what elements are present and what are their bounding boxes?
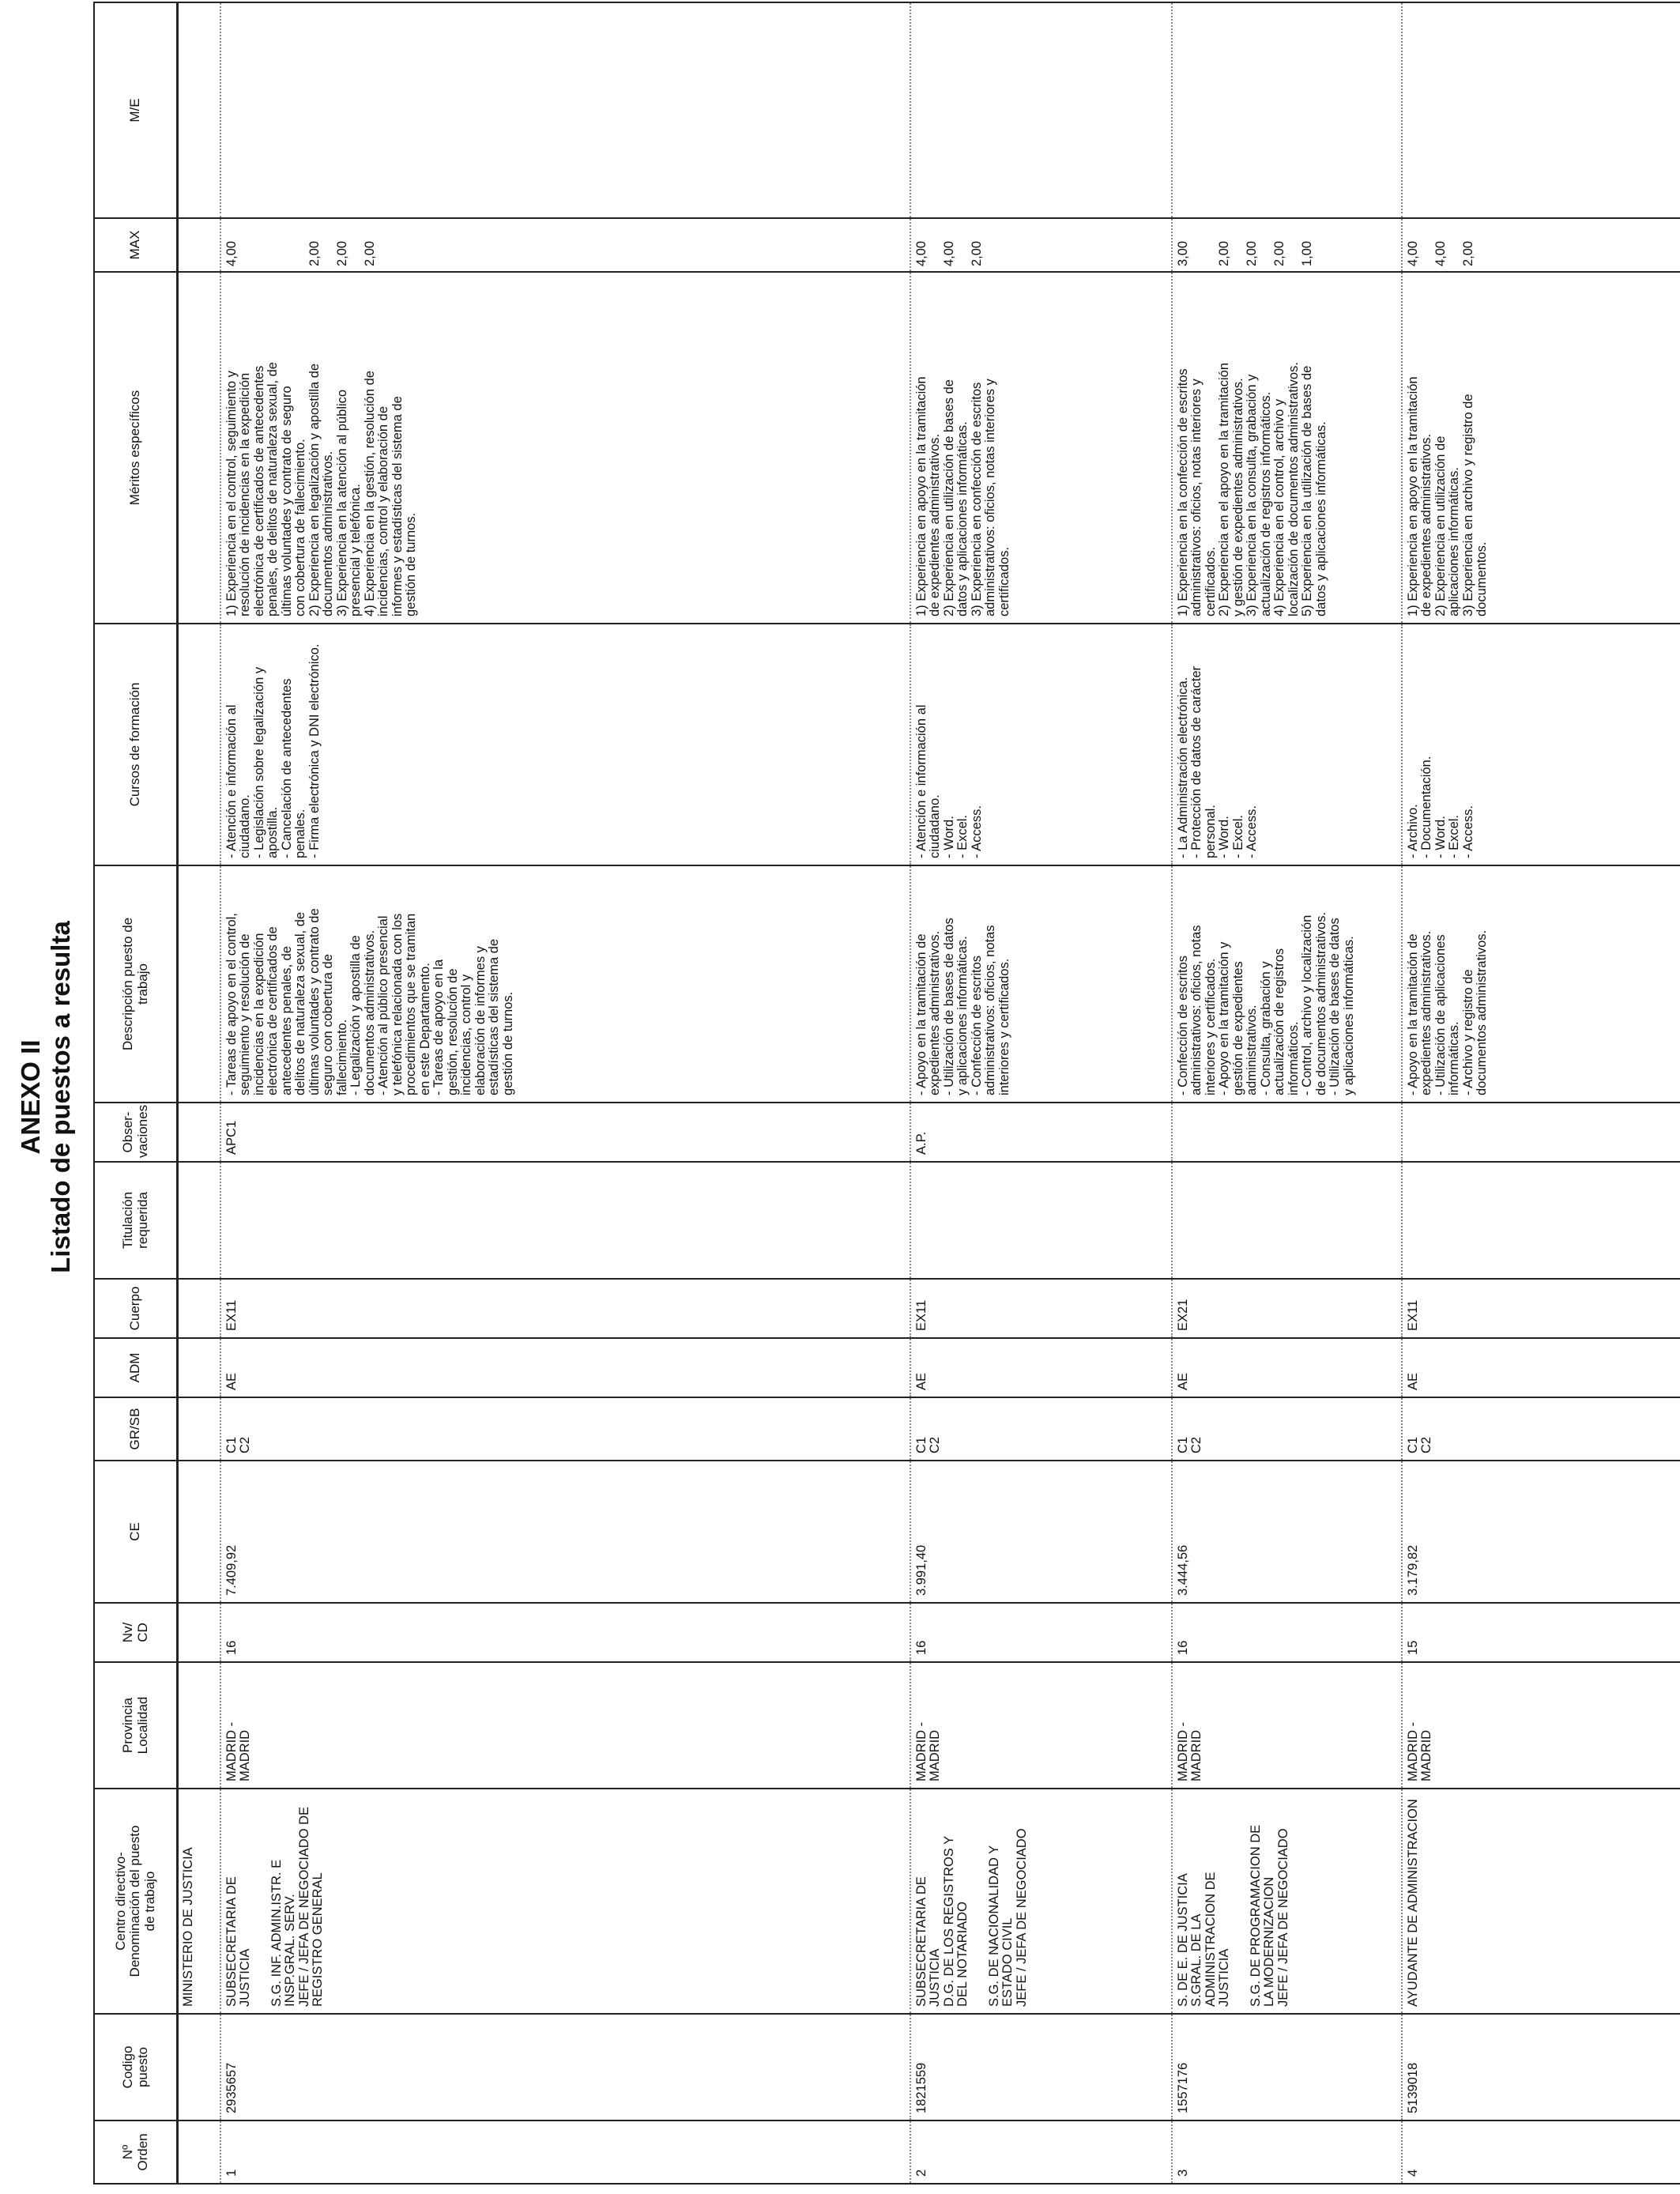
cell-observaciones — [1172, 1103, 1402, 1162]
max-value: 2,00 — [970, 240, 984, 266]
merito-item: 3) Experiencia en la atención al público presencial y telefónica. — [334, 389, 363, 616]
max-value: 2,00 — [1245, 240, 1259, 266]
centro-unit: S.G. DE NACIONALIDAD Y ESTADO CIVIL — [986, 1845, 1015, 2007]
cell-max — [1172, 218, 1402, 272]
cell-codigo: 2935657 — [220, 2014, 910, 2120]
header-centro: Centro directivo- Denominación del puesto de trabajo — [94, 1789, 178, 2014]
merito-item: 4) Experiencia en la gestión, resolución de incidencias, control y elaboración de informes y estadísticas del sistema de gestión de turnos. — [362, 371, 419, 616]
cell-cursos: - Atención e información al ciudadano. - Word. - Excel. - Access. — [910, 624, 1172, 865]
cell-meritos — [1402, 272, 1680, 624]
cell-orden: 2 — [910, 2120, 1172, 2184]
merito-item: 3) Experiencia en confección de escritos administrativos: oficios, notas interiores y certificados. — [969, 379, 1011, 616]
cell-nivel: 16 — [910, 1603, 1172, 1662]
cell-adm: AE — [220, 1338, 910, 1397]
cell-observaciones: APC1 — [220, 1103, 910, 1162]
cell-max — [220, 218, 910, 272]
header-orden: Nº Orden — [94, 2120, 178, 2184]
puesto-name: JEFE / JEFA DE NEGOCIADO — [1275, 1828, 1290, 2007]
table-row — [910, 2, 1172, 2184]
cell-grupo: C1 C2 — [220, 1397, 910, 1461]
max-value: 4,00 — [914, 240, 929, 266]
cell-me — [910, 2, 1172, 218]
cell-adm: AE — [910, 1338, 1172, 1397]
cell-cuerpo: EX21 — [1172, 1279, 1402, 1338]
header-row — [94, 2, 178, 2184]
max-value: 4,00 — [1406, 240, 1420, 266]
positions-table — [93, 2, 1680, 2185]
merito-item: 2) Experiencia en utilización de bases de datos y aplicaciones informáticas. — [941, 379, 970, 616]
max-value: 3,00 — [1176, 240, 1190, 266]
cell-centro — [1402, 1789, 1680, 2014]
header-adm: ADM — [94, 1338, 178, 1397]
cell-codigo: 5139018 — [1402, 2014, 1680, 2120]
cell-provincia: MADRID - MADRID — [1172, 1662, 1402, 1789]
cell-orden: 4 — [1402, 2120, 1680, 2184]
cell-me — [1172, 2, 1402, 218]
max-value: 4,00 — [942, 240, 956, 266]
cell-max — [1402, 218, 1680, 272]
cell-nivel: 16 — [1172, 1603, 1402, 1662]
cell-provincia: MADRID - MADRID — [220, 1662, 910, 1789]
cell-adm: AE — [1402, 1338, 1680, 1397]
centro-unit: S. DE E. DE JUSTICIA S.GRAL. DE LA ADMINISTRACION DE JUSTICIA — [1176, 1872, 1232, 2007]
document-subtitle: Listado de puestos a resulta — [46, 921, 75, 1273]
cell-orden: 1 — [220, 2120, 910, 2184]
merito-item: 3) Experiencia en la consulta, grabación y actualización de registros informáticos. — [1245, 374, 1273, 616]
cell-titulacion — [220, 1162, 910, 1279]
max-value: 4,00 — [224, 240, 239, 266]
cell-provincia: MADRID - MADRID — [910, 1662, 1172, 1789]
header-cursos: Cursos de formación — [94, 624, 178, 865]
cell-cursos: - Atención e información al ciudadano. - Legislación sobre legalización y apostilla. - Cancelación de antecedentes penales. - Firma electrónica y DNI electrónico. — [220, 624, 910, 865]
cell-grupo: C1 C2 — [1172, 1397, 1402, 1461]
cell-cuerpo: EX11 — [910, 1279, 1172, 1338]
cell-cursos: - La Administración electrónica. - Protección de datos de carácter personal. - Word. - Excel. - Access. — [1172, 624, 1402, 865]
centro-unit: SUBSECRETARIA DE JUSTICIA D.G. DE LOS REGISTROS Y DEL NOTARIADO — [914, 1835, 970, 2007]
ministry-row — [178, 2, 221, 2184]
header-cuerpo: Cuerpo — [94, 1279, 178, 1338]
cell-codigo: 1557176 — [1172, 2014, 1402, 2120]
cell-max — [910, 218, 1172, 272]
cell-nivel: 15 — [1402, 1603, 1680, 1662]
document-title: ANEXO II — [16, 1039, 45, 1155]
cell-descripcion: - Tareas de apoyo en el control, seguimiento y resolución de incidencias en la expedición electrónica de certificados de antecedentes penales, de delitos de naturaleza sexual, de últimas voluntades y contrato de seguro con cobertura de fallecimiento. - Legalización y apostilla de documentos administrativos. - Atención al público presencial y telefónica relacionada con los procedimientos que se tramitan en este Departamento. - Tareas de apoyo en la gestión, resolución de incidencias, control y elaboración de informes y estadísticas del sistema de gestión de turnos. — [220, 865, 910, 1103]
cell-nivel: 16 — [220, 1603, 910, 1662]
cell-observaciones — [1402, 1103, 1680, 1162]
cell-ce: 3.444,56 — [1172, 1461, 1402, 1603]
cell-centro — [1172, 1789, 1402, 2014]
cell-ce: 3.991,40 — [910, 1461, 1172, 1603]
max-value: 2,00 — [1217, 240, 1231, 266]
merito-item: 2) Experiencia en utilización de aplicaciones informáticas. — [1433, 435, 1462, 616]
cell-me — [1402, 2, 1680, 218]
cell-ce: 7.409,92 — [220, 1461, 910, 1603]
header-titulacion: Titulación requerida — [94, 1162, 178, 1279]
header-nivel: Nv/ CD — [94, 1603, 178, 1662]
centro-unit: SUBSECRETARIA DE JUSTICIA — [224, 1876, 253, 2007]
header-codigo: Codigo puesto — [94, 2014, 178, 2120]
merito-item: 1) Experiencia en la confección de escritos administrativos: oficios, notas interiores y certificados. — [1176, 368, 1218, 616]
puesto-name: AYUDANTE DE ADMINISTRACION — [1406, 1799, 1420, 2007]
cell-ce: 3.179,82 — [1402, 1461, 1680, 1603]
cell-titulacion — [910, 1162, 1172, 1279]
merito-item: 1) Experiencia en apoyo en la tramitación de expedientes administrativos. — [1406, 376, 1434, 616]
cell-meritos — [1172, 272, 1402, 624]
cell-orden: 3 — [1172, 2120, 1402, 2184]
cell-descripcion: - Apoyo en la tramitación de expedientes administrativos. - Utilización de aplicaciones informáticas. - Archivo y registro de documentos administrativos. — [1402, 865, 1680, 1103]
max-value: 2,00 — [1461, 240, 1475, 266]
cell-centro — [910, 1789, 1172, 2014]
cell-cuerpo: EX11 — [220, 1279, 910, 1338]
header-meritos: Méritos específicos — [94, 272, 178, 624]
cell-cursos: - Archivo. - Documentación. - Word. - Excel. - Access. — [1402, 624, 1680, 865]
cell-provincia: MADRID - MADRID — [1402, 1662, 1680, 1789]
cell-grupo: C1 C2 — [1402, 1397, 1680, 1461]
cell-cuerpo: EX11 — [1402, 1279, 1680, 1338]
merito-item: 5) Experiencia en la utilización de bases de datos y aplicaciones informáticas. — [1300, 365, 1328, 616]
max-value: 2,00 — [335, 240, 349, 266]
puesto-name: JEFE / JEFA DE NEGOCIADO DE REGISTRO GENERAL — [296, 1806, 326, 2007]
table-row — [220, 2, 910, 2184]
header-grupo: GR/SB — [94, 1397, 178, 1461]
max-value: 1,00 — [1300, 240, 1314, 266]
cell-meritos — [910, 272, 1172, 624]
cell-observaciones: A.P. — [910, 1103, 1172, 1162]
cell-titulacion — [1402, 1162, 1680, 1279]
table-row — [1402, 2, 1680, 2184]
cell-descripcion: - Confección de escritos administrativos: oficios, notas interiores y certificados. - Apoyo en la tramitación y gestión de expedientes administrativos. - Consulta, grabación y actualización de registros informáticos. - Control, archivo y localización de documentos administrativos. - Utilización de bases de datos y aplicaciones informáticas. — [1172, 865, 1402, 1103]
header-provincia: Provincia Localidad — [94, 1662, 178, 1789]
cell-codigo: 1821559 — [910, 2014, 1172, 2120]
cell-me — [220, 2, 910, 218]
cell-centro — [220, 1789, 910, 2014]
header-descripcion: Descripción puesto de trabajo — [94, 865, 178, 1103]
merito-item: 1) Experiencia en el control, seguimiento y resolución de incidencias en la expedición electrónica de certificados de antecedentes penales, de delitos de naturaleza sexual, de últimas voluntades y contrato de seguro con cobertura de fallecimiento. — [224, 362, 308, 616]
centro-unit: S.G. INF. ADMIN.ISTR. E INSP.GRAL. SERV. — [269, 1859, 298, 2007]
merito-item: 2) Experiencia en el apoyo en la tramitación y gestión de expedientes administrativos. — [1217, 362, 1245, 616]
header-observaciones: Obser- vaciones — [94, 1103, 178, 1162]
cell-grupo: C1 C2 — [910, 1397, 1172, 1461]
cell-descripcion: - Apoyo en la tramitación de expedientes administrativos. - Utilización de bases de datos y aplicaciones informáticas. - Confección de escritos administrativos: oficios, notas interiores y certificados. — [910, 865, 1172, 1103]
max-value: 2,00 — [1272, 240, 1286, 266]
merito-item: 1) Experiencia en apoyo en la tramitación de expedientes administrativos. — [914, 376, 943, 616]
cell-meritos — [220, 272, 910, 624]
ministry-name: MINISTERIO DE JUSTICIA — [178, 1789, 221, 2014]
header-max: MAX — [94, 218, 178, 272]
merito-item: 3) Experiencia en archivo y registro de documentos. — [1460, 394, 1490, 616]
table-row — [1172, 2, 1402, 2184]
header-me: M/E — [94, 2, 178, 218]
cell-adm: AE — [1172, 1338, 1402, 1397]
merito-item: 4) Experiencia en el control, archivo y localización de documentos administrativos. — [1272, 362, 1301, 616]
max-value: 2,00 — [307, 240, 322, 266]
centro-unit: S.G. DE PROGRAMACION DE LA MODERNIZACION — [1248, 1824, 1277, 2007]
header-ce: CE — [94, 1461, 178, 1603]
max-value: 2,00 — [363, 240, 377, 266]
puesto-name: JEFE / JEFA DE NEGOCIADO — [1014, 1828, 1029, 2007]
max-value: 4,00 — [1433, 240, 1448, 266]
merito-item: 2) Experiencia en legalización y apostilla de documentos administrativos. — [307, 363, 336, 616]
cell-titulacion — [1172, 1162, 1402, 1279]
